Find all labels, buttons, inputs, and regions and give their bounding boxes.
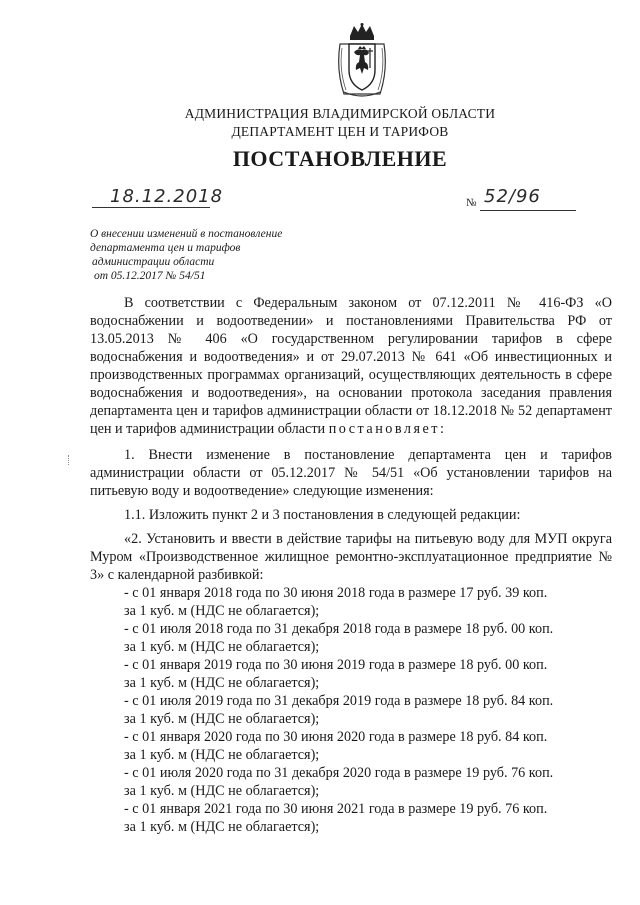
- tariff-unit: за 1 куб. м (НДС не облагается);: [124, 603, 320, 619]
- tariff-period: - с 01 июля 2019 года по 31 декабря 2019 года в размере 18 руб. 84 коп.: [124, 693, 554, 709]
- tariff-list: [90, 584, 612, 836]
- document-type-title: ПОСТАНОВЛЕНИЕ: [232, 146, 448, 171]
- tariff-period: - с 01 июля 2020 года по 31 декабря 2020 года в размере 19 руб. 76 коп.: [124, 765, 554, 781]
- subject-line: от 05.12.2017 № 54/51: [94, 270, 206, 282]
- item-1-1-paragraph: 1.1. Изложить пункт 2 и 3 постановления в следующей редакции:: [124, 507, 521, 523]
- tariff-unit: за 1 куб. м (НДС не облагается);: [124, 675, 320, 691]
- tariff-period: - с 01 июля 2018 года по 31 декабря 2018 года в размере 18 руб. 00 коп.: [124, 621, 554, 637]
- tariff-period: - с 01 января 2020 года по 30 июня 2020 года в размере 18 руб. 84 коп.: [124, 729, 548, 745]
- number-sign: №: [466, 197, 477, 209]
- tariff-period: - с 01 января 2018 года по 30 июня 2018 года в размере 17 руб. 39 коп.: [124, 585, 548, 601]
- margin-mark: [68, 455, 70, 465]
- date-underline: [92, 207, 210, 208]
- organization-name: АДМИНИСТРАЦИЯ ВЛАДИМИРСКОЙ ОБЛАСТИ: [184, 106, 496, 121]
- document-number: 52/96: [484, 186, 541, 207]
- subject-line: департамента цен и тарифов: [90, 242, 241, 254]
- preamble-paragraph: [90, 294, 612, 438]
- coat-of-arms-icon: [334, 22, 390, 100]
- tariff-unit: за 1 куб. м (НДС не облагается);: [124, 747, 320, 763]
- item-2-paragraph: «2. Установить и ввести в действие тарифы на питьевую воду для МУП округа Муром «Производственное жилищное ремонтно-эксплуатационное предприятие № 3» с календарной разбивкой:: [90, 531, 612, 583]
- preamble-verb: постановляет:: [328, 421, 447, 437]
- subject-line: О внесении изменений в постановление: [90, 228, 283, 240]
- preamble-text: В соответствии с Федеральным законом от 07.12.2011 № 416-ФЗ «О водоснабжении и водоотведении» и постановлениями Правительства РФ от 13.05.2013 № 406 «О государственном регулировании тарифов в сфере водоснабжения и водоотведения» и от 29.07.2013 № 641 «Об инвестиционных и производственных программах организаций, осуществляющих деятельность в сфере водоснабжения и водоотведения», на основании протокола заседания правления департамента цен и тарифов администрации области от 18.12.2018 № 52 департамент цен и тарифов администрации области: [90, 295, 612, 437]
- document-body: [90, 294, 612, 836]
- item-1-paragraph: 1. Внести изменение в постановление департамента цен и тарифов администрации области от 05.12.2017 № 54/51 «Об установлении тарифов на питьевую воду и водоотведение» следующие изменения:: [90, 447, 612, 499]
- document-date: 18.12.2018: [110, 186, 224, 207]
- number-underline: [480, 210, 576, 211]
- tariff-period: - с 01 января 2019 года по 30 июня 2019 года в размере 18 руб. 00 коп.: [124, 657, 548, 673]
- tariff-unit: за 1 куб. м (НДС не облагается);: [124, 639, 320, 655]
- document-subject: [90, 227, 282, 283]
- tariff-period: - с 01 января 2021 года по 30 июня 2021 года в размере 19 руб. 76 коп.: [124, 801, 548, 817]
- tariff-unit: за 1 куб. м (НДС не облагается);: [124, 783, 320, 799]
- subject-line: администрации области: [92, 256, 215, 268]
- tariff-unit: за 1 куб. м (НДС не облагается);: [124, 711, 320, 727]
- department-name: ДЕПАРТАМЕНТ ЦЕН И ТАРИФОВ: [231, 124, 449, 139]
- tariff-unit: за 1 куб. м (НДС не облагается);: [124, 819, 320, 835]
